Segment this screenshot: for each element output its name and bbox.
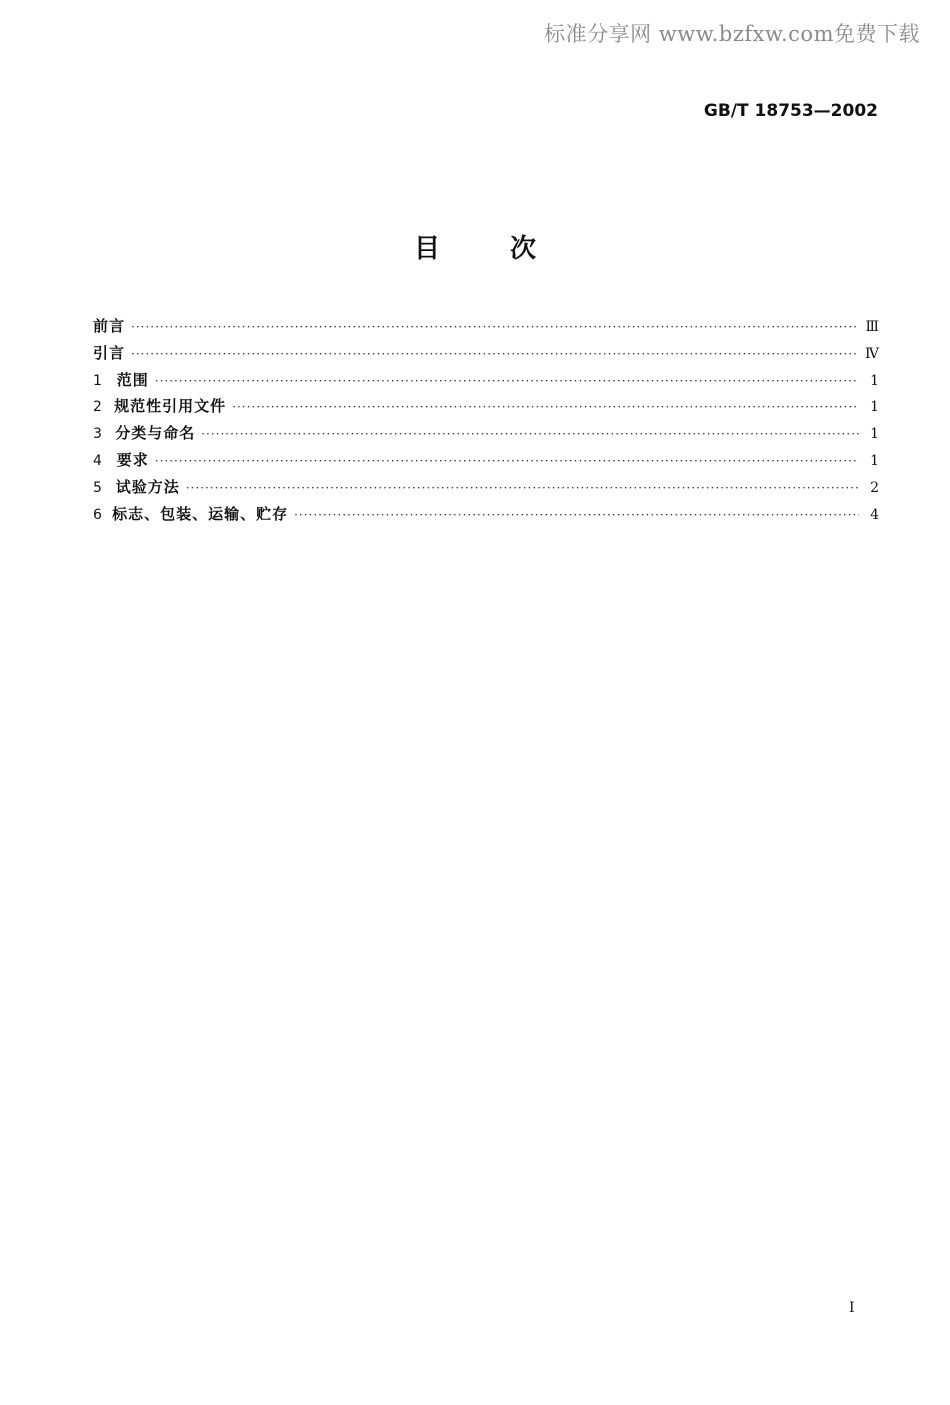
toc-entry-page: Ⅲ	[865, 319, 879, 335]
toc-entry-page: 2	[870, 479, 879, 496]
toc-leader-dots	[294, 508, 859, 522]
toc-leader-dots	[131, 347, 859, 361]
toc-entry-normative-references[interactable]	[93, 395, 879, 422]
toc-title	[0, 228, 950, 265]
toc-entry-page: 1	[870, 426, 879, 443]
toc-entry-page: Ⅳ	[865, 345, 879, 362]
toc-entry-introduction[interactable]	[93, 342, 879, 369]
toc-entry-number: 3	[93, 426, 102, 443]
toc-entry-test-methods[interactable]	[93, 476, 879, 503]
toc-leader-dots	[201, 427, 859, 441]
watermark-text: 标准分享网 www.bzfxw.com免费下载	[544, 22, 920, 46]
toc-entry-label: 要求	[116, 450, 149, 469]
toc-leader-dots	[131, 320, 859, 334]
standard-code: GB/T 18753—2002	[703, 101, 878, 121]
toc-title-char-2: 次	[510, 234, 537, 264]
toc-entry-label: 范围	[116, 370, 149, 389]
toc-leader-dots	[232, 400, 859, 414]
toc-entry-marking-packaging[interactable]	[93, 503, 879, 530]
toc-entry-requirements[interactable]	[93, 449, 879, 476]
table-of-contents	[93, 315, 879, 529]
toc-entry-page: 1	[870, 372, 879, 389]
toc-entry-label: 前言	[93, 317, 126, 335]
toc-entry-number: 6	[93, 506, 102, 523]
toc-entry-label: 引言	[93, 343, 126, 362]
toc-entry-foreword[interactable]	[93, 315, 879, 342]
toc-leader-dots	[186, 481, 859, 495]
toc-entry-number: 5	[93, 479, 102, 496]
toc-entry-scope[interactable]	[93, 369, 879, 396]
toc-entry-page: 4	[870, 506, 879, 523]
toc-entry-number: 1	[93, 372, 102, 389]
toc-entry-page: 1	[870, 452, 879, 469]
toc-entry-label: 标志、包装、运输、贮存	[112, 504, 289, 523]
page-number: I	[849, 1300, 855, 1316]
toc-entry-label: 分类与命名	[115, 424, 196, 443]
toc-leader-dots	[155, 454, 859, 468]
toc-entry-label: 规范性引用文件	[114, 397, 227, 416]
toc-title-char-1: 目	[413, 234, 440, 264]
toc-entry-number: 4	[93, 452, 102, 469]
toc-entry-label: 试验方法	[115, 477, 180, 496]
toc-entry-number: 2	[93, 399, 102, 416]
toc-entry-classification[interactable]	[93, 422, 879, 449]
toc-leader-dots	[155, 374, 859, 388]
toc-entry-page: 1	[870, 399, 879, 416]
